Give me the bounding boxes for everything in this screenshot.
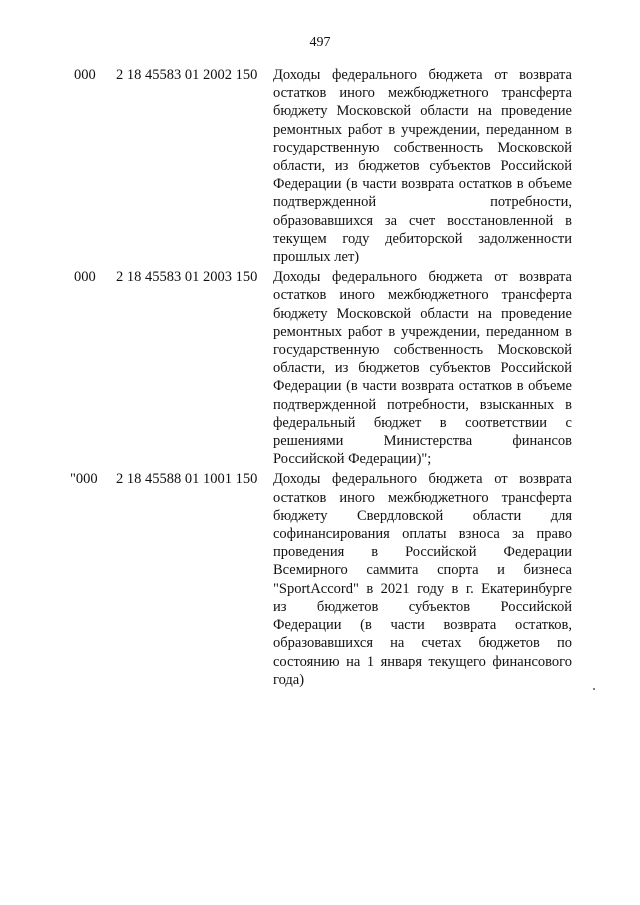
description-line: остатков иного межбюджетного трансферта bbox=[273, 489, 572, 506]
description-line: проведения в Российской Федерации bbox=[273, 544, 572, 561]
description-line: остатков иного межбюджетного трансферта bbox=[273, 85, 572, 102]
budget-classification-code: 2 18 45583 01 2002 150 bbox=[116, 67, 258, 83]
description-line: области, из бюджетов субъектов Российской bbox=[273, 360, 572, 377]
description-line: бюджету Московской области на проведение bbox=[273, 305, 572, 322]
budget-code-table bbox=[0, 66, 640, 689]
budget-code-entry bbox=[0, 66, 640, 266]
income-description bbox=[273, 470, 572, 688]
income-description bbox=[273, 268, 572, 468]
description-line: подтвержденной потребности, взысканных в bbox=[273, 396, 572, 413]
description-line: области, из бюджетов субъектов Российской bbox=[273, 158, 572, 175]
description-line: ремонтных работ в учреждении, переданном в bbox=[273, 323, 572, 340]
description-line: "SportAccord" в 2021 году в г. Екатеринбурге bbox=[273, 580, 572, 597]
description-line: Российской Федерации)"; bbox=[273, 451, 432, 468]
description-line: состоянию на 1 января текущего финансового bbox=[273, 653, 572, 670]
budget-code-entry bbox=[0, 268, 640, 468]
budget-code-entry bbox=[0, 470, 640, 688]
description-line: государственную собственность Московской bbox=[273, 342, 572, 359]
description-line: текущем году дебиторской задолженности bbox=[273, 230, 572, 247]
admin-code: 000 bbox=[74, 67, 96, 83]
description-line: федеральный бюджет в соответствии с bbox=[273, 414, 572, 431]
description-line: Федерации (в части возврата остатков в объеме bbox=[273, 176, 572, 193]
description-line: из бюджетов субъектов Российской bbox=[273, 598, 572, 615]
budget-classification-code: 2 18 45588 01 1001 150 bbox=[116, 471, 258, 488]
description-line: софинансирования оплаты взноса за право bbox=[273, 526, 572, 543]
description-line: образовавшихся за счет восстановленной в bbox=[273, 212, 572, 229]
description-line: подтвержденной потребности, bbox=[273, 194, 572, 211]
description-line: Федерации (в части возврата остатков, bbox=[273, 617, 572, 634]
description-line: бюджету Свердловской области для bbox=[273, 507, 572, 524]
description-line: государственную собственность Московской bbox=[273, 139, 572, 156]
description-line: остатков иного межбюджетного трансферта bbox=[273, 287, 572, 304]
income-description bbox=[273, 66, 572, 266]
description-line: прошлых лет) bbox=[273, 249, 360, 266]
admin-code: "000 bbox=[70, 471, 98, 488]
description-line: года) bbox=[273, 671, 305, 688]
description-line: Всемирного саммита спорта и бизнеса bbox=[273, 562, 572, 579]
description-line: решениями Министерства финансов bbox=[273, 433, 572, 450]
page-number: 497 bbox=[309, 35, 331, 50]
description-line: Доходы федерального бюджета от возврата bbox=[273, 269, 572, 286]
scan-speck bbox=[593, 688, 595, 690]
admin-code: 000 bbox=[74, 269, 96, 286]
description-line: Доходы федерального бюджета от возврата bbox=[273, 471, 572, 488]
description-line: ремонтных работ в учреждении, переданном в bbox=[273, 121, 572, 138]
description-line: образовавшихся на счетах бюджетов по bbox=[273, 635, 572, 652]
description-line: Федерации (в части возврата остатков в объеме bbox=[273, 378, 572, 395]
budget-classification-code: 2 18 45583 01 2003 150 bbox=[116, 269, 258, 286]
description-line: Доходы федерального бюджета от возврата bbox=[273, 67, 572, 83]
description-line: бюджету Московской области на проведение bbox=[273, 103, 572, 120]
